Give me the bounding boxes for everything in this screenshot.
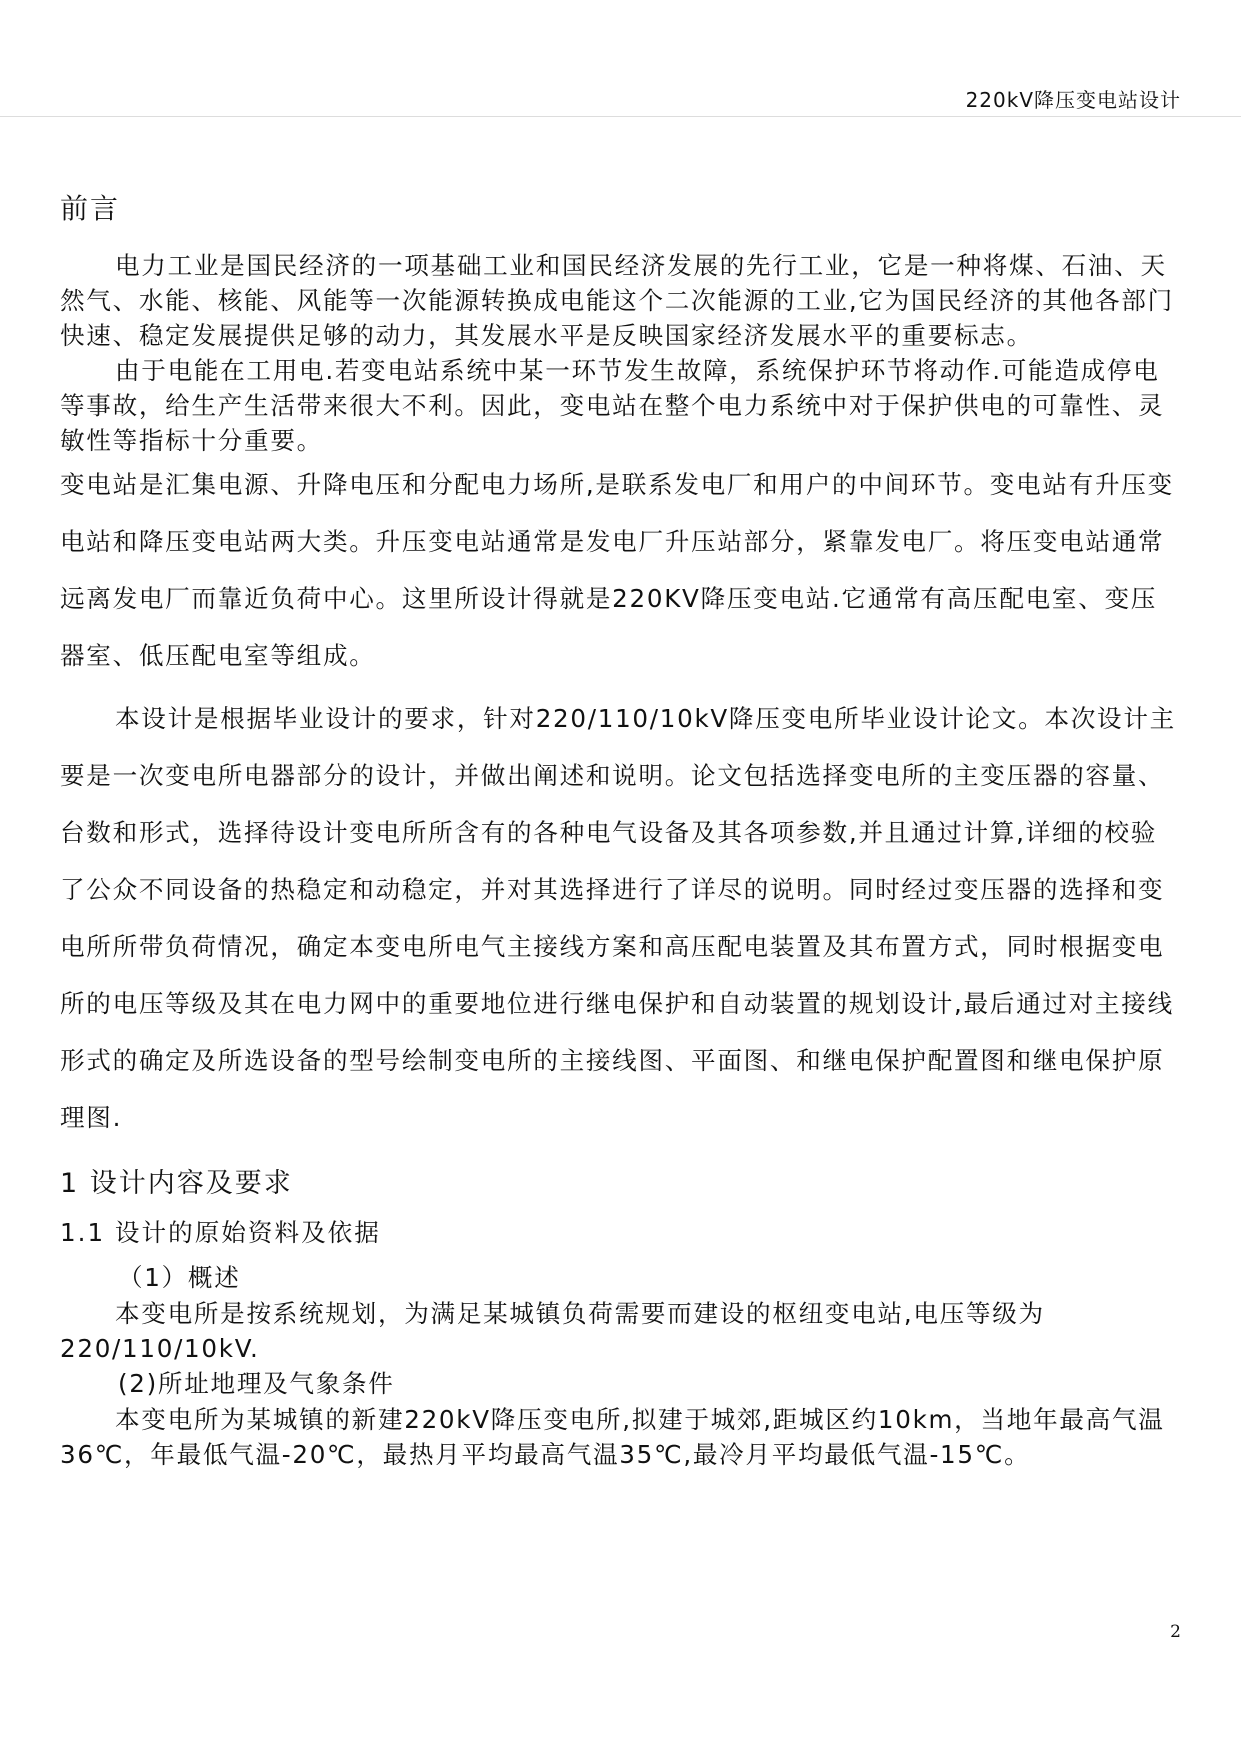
paragraph: 由于电能在工用电.若变电站系统中某一环节发生故障，系统保护环节将动作.可能造成停电等事故，给生产生活带来很大不利。因此，变电站在整个电力系统中对于保护供电的可靠性、灵敏性等指标十分重要。 — [60, 356, 1165, 455]
subsection-heading: 1.1 设计的原始资料及依据 — [60, 1218, 381, 1247]
section-heading: 1 设计内容及要求 — [60, 1168, 293, 1199]
paragraph: 本变电所是按系统规划，为满足某城镇负荷需要而建设的枢纽变电站,电压等级为220/110/10kV. — [60, 1299, 1045, 1363]
preface-title: 前言 — [60, 192, 121, 225]
preface-loose-block — [60, 456, 1182, 1146]
page-number: 2 — [1170, 1622, 1181, 1642]
paragraph: 变电站是汇集电源、升降电压和分配电力场所,是联系发电厂和用户的中间环节。变电站有升压变电站和降压变电站两大类。升压变电站通常是发电厂升压站部分，紧靠发电厂。将压变电站通常远离发电厂而靠近负荷中心。这里所设计得就是220KV降压变电站.它通常有高压配电室、变压器室、低压配电室等组成。 — [60, 470, 1174, 670]
running-header: 220kV降压变电站设计 — [965, 88, 1181, 112]
paragraph: 本变电所为某城镇的新建220kV降压变电所,拟建于城郊,距城区约10km，当地年最高气温36℃，年最低气温-20℃，最热月平均最高气温35℃,最冷月平均最低气温-15℃。 — [60, 1405, 1165, 1469]
paragraph: 电力工业是国民经济的一项基础工业和国民经济发展的先行工业，它是一种将煤、石油、天然气、水能、核能、风能等一次能源转换成电能这个二次能源的工业,它为国民经济的其他各部门快速、稳定发展提供足够的动力，其发展水平是反映国家经济发展水平的重要标志。 — [60, 251, 1174, 350]
item-label: (2)所址地理及气象条件 — [118, 1369, 395, 1398]
document-body — [60, 188, 1182, 1472]
preface-tight-block — [60, 248, 1182, 458]
header-rule — [0, 116, 1241, 117]
item-label: （1）概述 — [118, 1263, 241, 1292]
paragraph: 本设计是根据毕业设计的要求，针对220/110/10kV降压变电所毕业设计论文。本次设计主要是一次变电所电器部分的设计，并做出阐述和说明。论文包括选择变电所的主变压器的容量、台数和形式，选择待设计变电所所含有的各种电气设备及其各项参数,并且通过计算,详细的校验了公众不同设备的热稳定和动稳定，并对其选择进行了详尽的说明。同时经过变压器的选择和变电所所带负荷情况，确定本变电所电气主接线方案和高压配电装置及其布置方式，同时根据变电所的电压等级及其在电力网中的重要地位进行继电保护和自动装置的规划设计,最后通过对主接线形式的确定及所选设备的型号绘制变电所的主接线图、平面图、和继电保护配置图和继电保护原理图. — [60, 704, 1176, 1132]
